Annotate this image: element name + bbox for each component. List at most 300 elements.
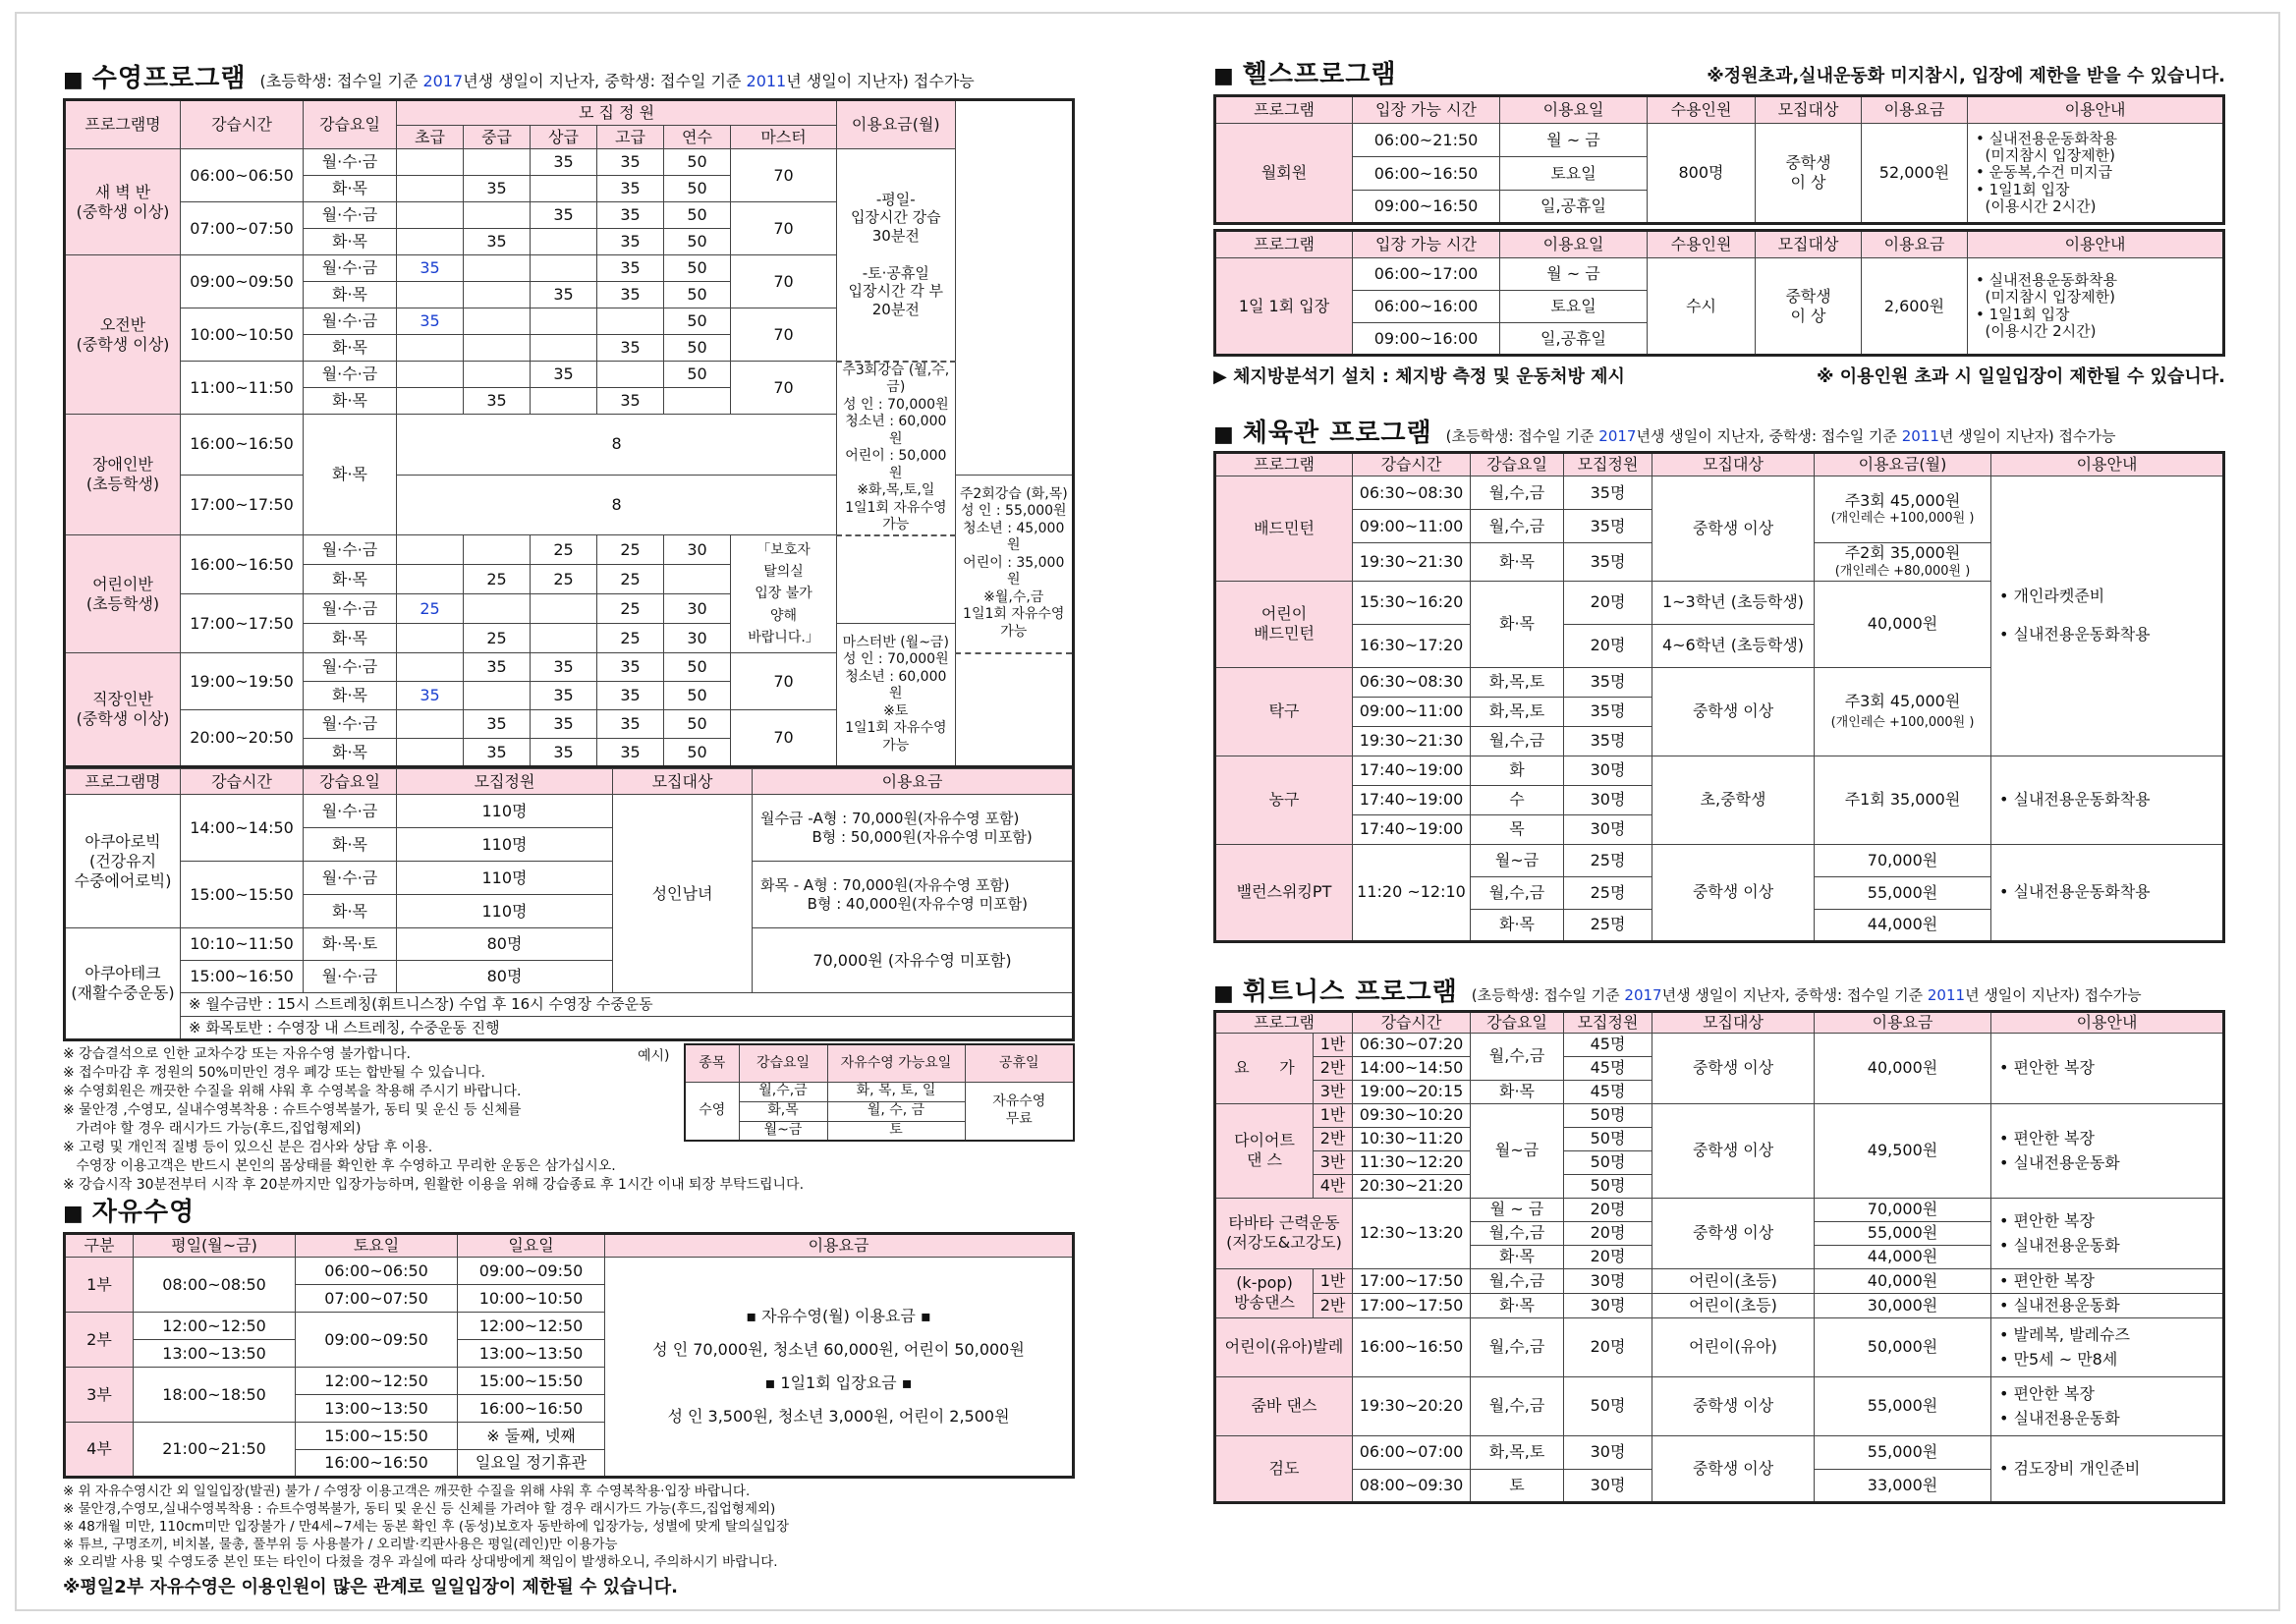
cell (531, 308, 597, 335)
cell (397, 176, 464, 202)
cell: 16:00~16:50 (181, 415, 304, 476)
cell: 15:30~16:20 (1353, 581, 1471, 624)
cell (397, 229, 464, 255)
note-line: ※ 강습시작 30분전부터 시작 후 20분까지만 입장가능하며, 원활한 이용을 위해 강습종료 후 1시간 이내 퇴장 부탁드립니다. (63, 1177, 805, 1193)
cell: 월·수·금 (304, 362, 397, 388)
cell: 월·수·금 (304, 202, 397, 229)
cell (664, 565, 731, 594)
cell: 06:30~08:30 (1353, 667, 1471, 697)
cell: 토 (827, 1121, 965, 1141)
cell: 35 (464, 388, 531, 415)
cell: 06:00~17:00 (1353, 258, 1500, 291)
cell: 12:00~12:50 (458, 1313, 605, 1340)
col-header: 강습요일 (1471, 453, 1564, 476)
cell (597, 308, 664, 335)
col-header: 이용안내 (1991, 1011, 2224, 1033)
info-line: • 만5세 ~ 만8세 (1999, 1350, 2118, 1370)
cell: 목 (1471, 814, 1564, 844)
cell: 30명 (1564, 1469, 1652, 1502)
gym-subtitle: (초등학생: 접수일 기준 2017년생 생일이 지난자, 중학생: 접수일 기준 2011년 생일이 지난자) 접수가능 (1445, 427, 2116, 445)
cell: 월수금 -A형 : 70,000원(자유수영 포함) B형 : 50,000원(자유수영 미포함) (753, 795, 1074, 862)
cell: 50 (664, 308, 731, 335)
cell: 06:30~07:20 (1353, 1033, 1471, 1056)
cell (664, 388, 731, 415)
note-line: ※ 물안경 ,수영모, 실내수영복착용 : 슈트수영복불가, 동티 및 운신 등 신체를 (63, 1102, 522, 1118)
cell: 30명 (1564, 814, 1652, 844)
cell: 16:00~16:50 (181, 535, 304, 594)
cell: 30명 (1564, 1268, 1652, 1293)
cell: 16:00~16:50 (458, 1395, 605, 1423)
col-header: 수용인원 (1648, 96, 1756, 124)
cell: 35 (597, 388, 664, 415)
cell: 17:40~19:00 (1353, 756, 1471, 785)
cell: 4부 (65, 1423, 134, 1478)
cell: 20:00~20:50 (181, 710, 304, 767)
program-name: 어린이(유아)발레 (1215, 1317, 1353, 1376)
cell: 30,000원 (1815, 1293, 1991, 1317)
aqua-table (63, 768, 1075, 1041)
info-line: • 1일1회 입장 (이용시간 2시간) (1976, 305, 2097, 340)
cell: 14:00~14:50 (1353, 1056, 1471, 1080)
cell: 「보호자 탈의실 입장 불가 양해 바랍니다.」 (731, 535, 837, 653)
cell: 35명 (1564, 543, 1652, 582)
cell: 화·목 (304, 565, 397, 594)
col-header: 모집대상 (1652, 453, 1815, 476)
table-row (1215, 1376, 2224, 1435)
col-header: 이용요금 (1815, 1011, 1991, 1033)
health-bottom-left: ▶ 체지방분석기 설치 : 체지방 측정 및 운동처방 제시 (1213, 366, 1625, 387)
cell: 70,000원 (1815, 844, 1991, 876)
cell: 45명 (1564, 1056, 1652, 1080)
info-cell: • 편안한 복장 (1991, 1033, 2224, 1103)
program-name: (k-pop) 방송댄스 (1215, 1268, 1314, 1317)
cell: 월,수,금 (1471, 726, 1564, 756)
cell: 50명 (1564, 1103, 1652, 1127)
swim-title: ■ 수영프로그램 (63, 64, 247, 93)
table-row (65, 795, 1074, 828)
cell: 월·수·금 (304, 149, 397, 176)
cell: 35 (397, 682, 464, 710)
cell: 월, 수, 금 (827, 1101, 965, 1121)
cell: 수 (1471, 785, 1564, 814)
program-name: 타바타 근력운동 (저강도&고강도) (1215, 1198, 1353, 1268)
cell: 17:00~17:50 (181, 475, 304, 535)
cell (464, 594, 531, 624)
cell: 화·목 (304, 624, 397, 653)
cell: 일,공휴일 (1500, 323, 1648, 356)
col-header: 프로그램 (1215, 1011, 1353, 1033)
cell: 중학생 이상 (1652, 844, 1815, 941)
gym-table (1213, 451, 2225, 943)
cell (464, 535, 531, 565)
info-line: • 발레복, 발레슈즈 (1999, 1324, 2130, 1344)
cell: 50,000원 (1815, 1317, 1991, 1376)
cell: 25 (597, 565, 664, 594)
fee-line: (개인레슨 +80,000원 ) (1834, 563, 1971, 579)
program-name: 1일 1회 입장 (1215, 258, 1353, 356)
cell: 월,수,금 (1471, 476, 1564, 510)
cell: 35 (597, 229, 664, 255)
note-line: ※ 오리발 사용 및 수영도중 본인 또는 타인이 다쳤을 경우 과실에 따라 상대방에게 책임이 발생하오니, 주의하시기 바랍니다. (63, 1554, 778, 1570)
col-header: 평일(월~금) (134, 1234, 296, 1258)
note-line: 수영장 이용고객은 반드시 본인의 몸상태를 확인한 후 수영하고 무리한 운동은 삼가십시오. (63, 1158, 616, 1174)
cell: 14:00~14:50 (181, 795, 304, 862)
cell: 25명 (1564, 844, 1652, 876)
cell: 35 (531, 739, 597, 767)
table-row (65, 1258, 1074, 1285)
cell: 월,수,금 (739, 1082, 827, 1101)
col-header: 모집대상 (1652, 1011, 1815, 1033)
free-table (63, 1232, 1075, 1479)
fee-line: ▪ 자유수영(월) 이용요금 ▪ (746, 1307, 931, 1325)
cell: 화·목 (1471, 543, 1564, 582)
cell: 25 (597, 594, 664, 624)
cell: 06:00~07:00 (1353, 1435, 1471, 1469)
cell: 12:30~13:20 (1353, 1198, 1471, 1268)
cell: 화 (1471, 756, 1564, 785)
cell: 21:00~21:50 (134, 1423, 296, 1478)
cell: 4~6학년 (초등학생) (1652, 624, 1815, 667)
note-line: ※ 수영회원은 깨끗한 수질을 위해 샤워 후 수영복을 착용해 주시기 바랍니다. (63, 1084, 522, 1099)
cell: 70 (731, 362, 837, 415)
cell (531, 255, 597, 282)
free-fee-cell (605, 1258, 1074, 1478)
cell (397, 362, 464, 388)
cell: 35 (531, 149, 597, 176)
note-line: 가려야 할 경우 래시가드 가능(후드,집업형제외) (63, 1121, 362, 1137)
info-cell (1991, 1376, 2224, 1435)
col-fee: 이용요금(월) (837, 100, 955, 149)
cell: 화,목,토 (1471, 667, 1564, 697)
cell: 화,목,토 (1471, 697, 1564, 726)
info-cell (1991, 1198, 2224, 1268)
table-row (65, 862, 1074, 895)
cell: 08:00~09:30 (1353, 1469, 1471, 1502)
table-row (65, 535, 1074, 565)
cell: 17:00~17:50 (1353, 1293, 1471, 1317)
info-line: • 운동복,수건 미지급 (1976, 163, 2113, 182)
program-name: 월회원 (1215, 124, 1353, 224)
cell: 1반 (1314, 1033, 1353, 1056)
fee-line: 주3회 45,000원 (1844, 692, 1961, 711)
note-line: ※ 튜브, 구명조끼, 비치볼, 물총, 풀부위 등 사용불가 / 오리발·킥판사용은 평일(레인)만 이용가능 (63, 1537, 618, 1552)
col-header: 구분 (65, 1234, 134, 1258)
col-header: 모집대상 (1756, 231, 1862, 258)
cell: 25 (597, 624, 664, 653)
cell: 30명 (1564, 785, 1652, 814)
col-header: 토요일 (296, 1234, 458, 1258)
col-header: 강습요일 (1471, 1011, 1564, 1033)
cell: 15:00~15:50 (181, 862, 304, 928)
col-day: 강습요일 (304, 769, 397, 795)
cell: 중학생 이 상 (1756, 124, 1862, 224)
health-bottom-right: ※ 이용인원 초과 시 일일입장이 제한될 수 있습니다. (1817, 366, 2225, 387)
info-cell (1968, 258, 2224, 356)
program-name: 직장인반 (중학생 이상) (65, 653, 181, 767)
cell: 35 (464, 739, 531, 767)
left-column (63, 49, 1075, 1598)
cell: 15:00~15:50 (458, 1368, 605, 1395)
col-level: 중급 (464, 126, 531, 149)
cell: ※ 둘째, 넷째 (458, 1423, 605, 1450)
cell: 15:00~16:50 (181, 961, 304, 993)
cell: 토요일 (1500, 157, 1648, 191)
info-line: • 실내전용운동화착용 (미지참시 입장제한) (1976, 129, 2118, 165)
table-row (1215, 1103, 2224, 1127)
cell: 중학생 이상 (1652, 476, 1815, 582)
fee-cell (1815, 667, 1991, 756)
col-program: 프로그램명 (65, 769, 181, 795)
program-name: 검도 (1215, 1435, 1353, 1502)
program-name: 아쿠아테크 (재활수중운동) (65, 928, 181, 1040)
cell: 40,000원 (1815, 1268, 1991, 1293)
cell: 2반 (1314, 1293, 1353, 1317)
health-title: ■ 헬스프로그램 (1213, 60, 1397, 89)
cell: 12:00~12:50 (296, 1368, 458, 1395)
cell: 800명 (1648, 124, 1756, 224)
col-header: 프로그램 (1215, 231, 1353, 258)
table-row (1215, 1317, 2224, 1376)
info-line: • 편안한 복장 (1999, 1383, 2095, 1403)
cell: 화·목 (304, 388, 397, 415)
cell: 70,000원 (자유수영 미포함) (753, 928, 1074, 993)
cell: 49,500원 (1815, 1103, 1991, 1198)
cell: 35명 (1564, 726, 1652, 756)
cell: 30명 (1564, 1293, 1652, 1317)
cell (464, 202, 531, 229)
cell: 월~금 (1471, 1103, 1564, 1198)
cell: 8 (397, 475, 837, 535)
cell: 40,000원 (1815, 1033, 1991, 1103)
cell: 55,000원 (1815, 1435, 1991, 1469)
cell: 화,목 (739, 1101, 827, 1121)
info-cell: • 실내전용운동화 (1991, 1293, 2224, 1317)
cell: 55,000원 (1815, 876, 1991, 909)
program-name: 줌바 댄스 (1215, 1376, 1353, 1435)
col-header: 이용요금 (1862, 231, 1968, 258)
cell: 화·목·토 (304, 928, 397, 961)
cell: 50 (664, 229, 731, 255)
cell: 8 (397, 415, 837, 476)
right-column (1213, 49, 2225, 1504)
cell: 30명 (1564, 1435, 1652, 1469)
col-recruit: 모 집 정 원 (397, 100, 837, 126)
cell: 06:30~08:30 (1353, 476, 1471, 510)
col-header: 이용안내 (1991, 453, 2224, 476)
cell: 1부 (65, 1258, 134, 1313)
cell: 06:00~16:50 (1353, 157, 1500, 191)
cell: 18:00~18:50 (134, 1368, 296, 1423)
table-row (1215, 1033, 2224, 1056)
cell: 19:00~20:15 (1353, 1080, 1471, 1103)
cell: 50 (664, 362, 731, 388)
cell: 화, 목, 토, 일 (827, 1082, 965, 1101)
cell: 35 (597, 739, 664, 767)
cell: 월 ~ 금 (1471, 1198, 1564, 1221)
cell: 중학생 이상 (1652, 1435, 1815, 1502)
program-name: 아쿠아로빅 (건강유지 수중에어로빅) (65, 795, 181, 928)
cell: 44,000원 (1815, 909, 1991, 941)
col-header: 이용안내 (1968, 231, 2224, 258)
gym-header (1213, 400, 2225, 449)
cell: 월·수·금 (304, 653, 397, 682)
cell: 25명 (1564, 876, 1652, 909)
cell: 11:20 ~12:10 (1353, 844, 1471, 941)
cell (397, 653, 464, 682)
program-name: 요 가 (1215, 1033, 1314, 1103)
table-row (1215, 476, 2224, 510)
cell: 35 (597, 255, 664, 282)
cell: 35 (397, 308, 464, 335)
col-time: 강습시간 (181, 769, 304, 795)
cell: 35명 (1564, 510, 1652, 543)
cell: 화·목 (304, 229, 397, 255)
cell (464, 149, 531, 176)
note-line: ※ 고령 및 개인적 질병 등이 있으신 분은 검사와 상담 후 이용. (63, 1140, 433, 1155)
cell: 3반 (1314, 1080, 1353, 1103)
cell (597, 362, 664, 388)
cell (464, 308, 531, 335)
cell: 중학생 이상 (1652, 1033, 1815, 1103)
example-header: 자유수영 가능요일 (827, 1044, 965, 1082)
fee-line: 주3회 45,000원 (1844, 490, 1961, 510)
cell: 06:00~06:50 (181, 149, 304, 202)
cell: 50 (664, 710, 731, 739)
program-name: 배드민턴 (1215, 476, 1353, 582)
cell: 35 (531, 682, 597, 710)
cell: 화·목 (1471, 581, 1564, 667)
info-cell (1991, 1103, 2224, 1198)
cell: 25 (464, 565, 531, 594)
table-row (65, 362, 1074, 388)
program-name: 탁구 (1215, 667, 1353, 756)
program-name: 어린이반 (초등학생) (65, 535, 181, 653)
cell (464, 255, 531, 282)
cell: 55,000원 (1815, 1221, 1991, 1245)
cell: 35 (464, 710, 531, 739)
cell: 50명 (1564, 1150, 1652, 1174)
cell: ※ 화목토반 : 수영장 내 스트레칭, 수중운동 진행 (181, 1017, 1074, 1040)
cell: 50 (664, 653, 731, 682)
col-header: 일요일 (458, 1234, 605, 1258)
fit-title: ■ 휘트니스 프로그램 (1213, 977, 1458, 1007)
cell: 20명 (1564, 1198, 1652, 1221)
cell: 35명 (1564, 697, 1652, 726)
cell (531, 176, 597, 202)
note-line: ※ 접수마감 후 정원의 50%미만인 경우 폐강 또는 합반될 수 있습니다. (63, 1065, 485, 1081)
cell: 화·목 (304, 335, 397, 362)
table-row (1215, 844, 2224, 876)
table-row (1215, 1435, 2224, 1469)
example-table (684, 1043, 1075, 1142)
cell: 2반 (1314, 1127, 1353, 1150)
col-cap: 모집정원 (397, 769, 613, 795)
cell: 70,000원 (1815, 1198, 1991, 1221)
cell (397, 739, 464, 767)
cell: 35 (397, 255, 464, 282)
col-header: 강습시간 (1353, 453, 1471, 476)
cell: 화·목 (304, 895, 397, 928)
cell: 중학생 이상 (1652, 1103, 1815, 1198)
cell: 70 (731, 149, 837, 202)
col-level: 마스터 (731, 126, 837, 149)
col-level: 상급 (531, 126, 597, 149)
cell: 09:00~09:50 (181, 255, 304, 308)
fit-table (1213, 1010, 2225, 1504)
cell: 월~금 (739, 1121, 827, 1141)
col-header: 이용요일 (1500, 231, 1648, 258)
free-big-note: ※평일2부 자유수영은 이용인원이 많은 관계로 일일입장이 제한될 수 있습니다. (63, 1577, 679, 1597)
gym-title: ■ 체육관 프로그램 (1213, 419, 1432, 448)
program-name: 다이어트 댄 스 (1215, 1103, 1314, 1198)
cell: 06:00~21:50 (1353, 124, 1500, 157)
cell: 월·수·금 (304, 594, 397, 624)
cell: 44,000원 (1815, 1245, 1991, 1268)
table-row (65, 149, 1074, 176)
cell: 월,수,금 (1471, 1033, 1564, 1080)
cell: 중학생 이 상 (1756, 258, 1862, 356)
fee-line: (개인레슨 +100,000원 ) (1830, 511, 1975, 527)
cell: 09:00~16:50 (1353, 191, 1500, 224)
table-row (1215, 1293, 2224, 1317)
cell: 2반 (1314, 1056, 1353, 1080)
cell (397, 624, 464, 653)
col-header: 모집정원 (1564, 1011, 1652, 1033)
example-header: 강습요일 (739, 1044, 827, 1082)
cell: 토요일 (1500, 291, 1648, 323)
cell: 10:30~11:20 (1353, 1127, 1471, 1150)
cell: 월 ~ 금 (1500, 258, 1648, 291)
cell: 06:00~06:50 (296, 1258, 458, 1285)
info-cell: • 편안한 복장 (1991, 1268, 2224, 1293)
cell: 19:00~19:50 (181, 653, 304, 710)
cell: 19:30~20:20 (1353, 1376, 1471, 1435)
free-header (63, 1189, 1075, 1228)
info-line: • 편안한 복장 (1999, 1210, 2095, 1230)
col-level: 고급 (597, 126, 664, 149)
cell: 09:00~16:00 (1353, 323, 1500, 356)
cell: 45명 (1564, 1080, 1652, 1103)
program-name: 오전반 (중학생 이상) (65, 255, 181, 415)
cell: 2부 (65, 1313, 134, 1368)
col-header: 프로그램 (1215, 453, 1353, 476)
cell: 50 (664, 739, 731, 767)
info-line: • 개인라켓준비 (1999, 587, 2105, 606)
cell: 화·목 (304, 282, 397, 308)
cell: 25 (531, 565, 597, 594)
cell: 화·목 (1471, 1080, 1564, 1103)
cell: 20명 (1564, 1221, 1652, 1245)
cell: 화,목,토 (1471, 1435, 1564, 1469)
cell: 3반 (1314, 1150, 1353, 1174)
cell: 35 (531, 202, 597, 229)
cell: 50명 (1564, 1376, 1652, 1435)
cell: 화·목 (1471, 1245, 1564, 1268)
swim-notes-area (63, 1041, 1075, 1193)
table-row (1215, 124, 2224, 157)
health-header (1213, 49, 2225, 90)
cell: 70 (731, 710, 837, 767)
col-time: 강습시간 (181, 100, 304, 149)
info-line: • 실내전용운동화착용 (미지참시 입장제한) (1976, 271, 2118, 307)
cell: 35 (464, 176, 531, 202)
cell: 중학생 이상 (1652, 1376, 1815, 1435)
cell: 성인남녀 (613, 795, 753, 993)
cell: 월·수·금 (304, 255, 397, 282)
cell: 수영 (685, 1082, 739, 1141)
cell: 월·수·금 (304, 710, 397, 739)
info-cell: • 검도장비 개인준비 (1991, 1435, 2224, 1502)
